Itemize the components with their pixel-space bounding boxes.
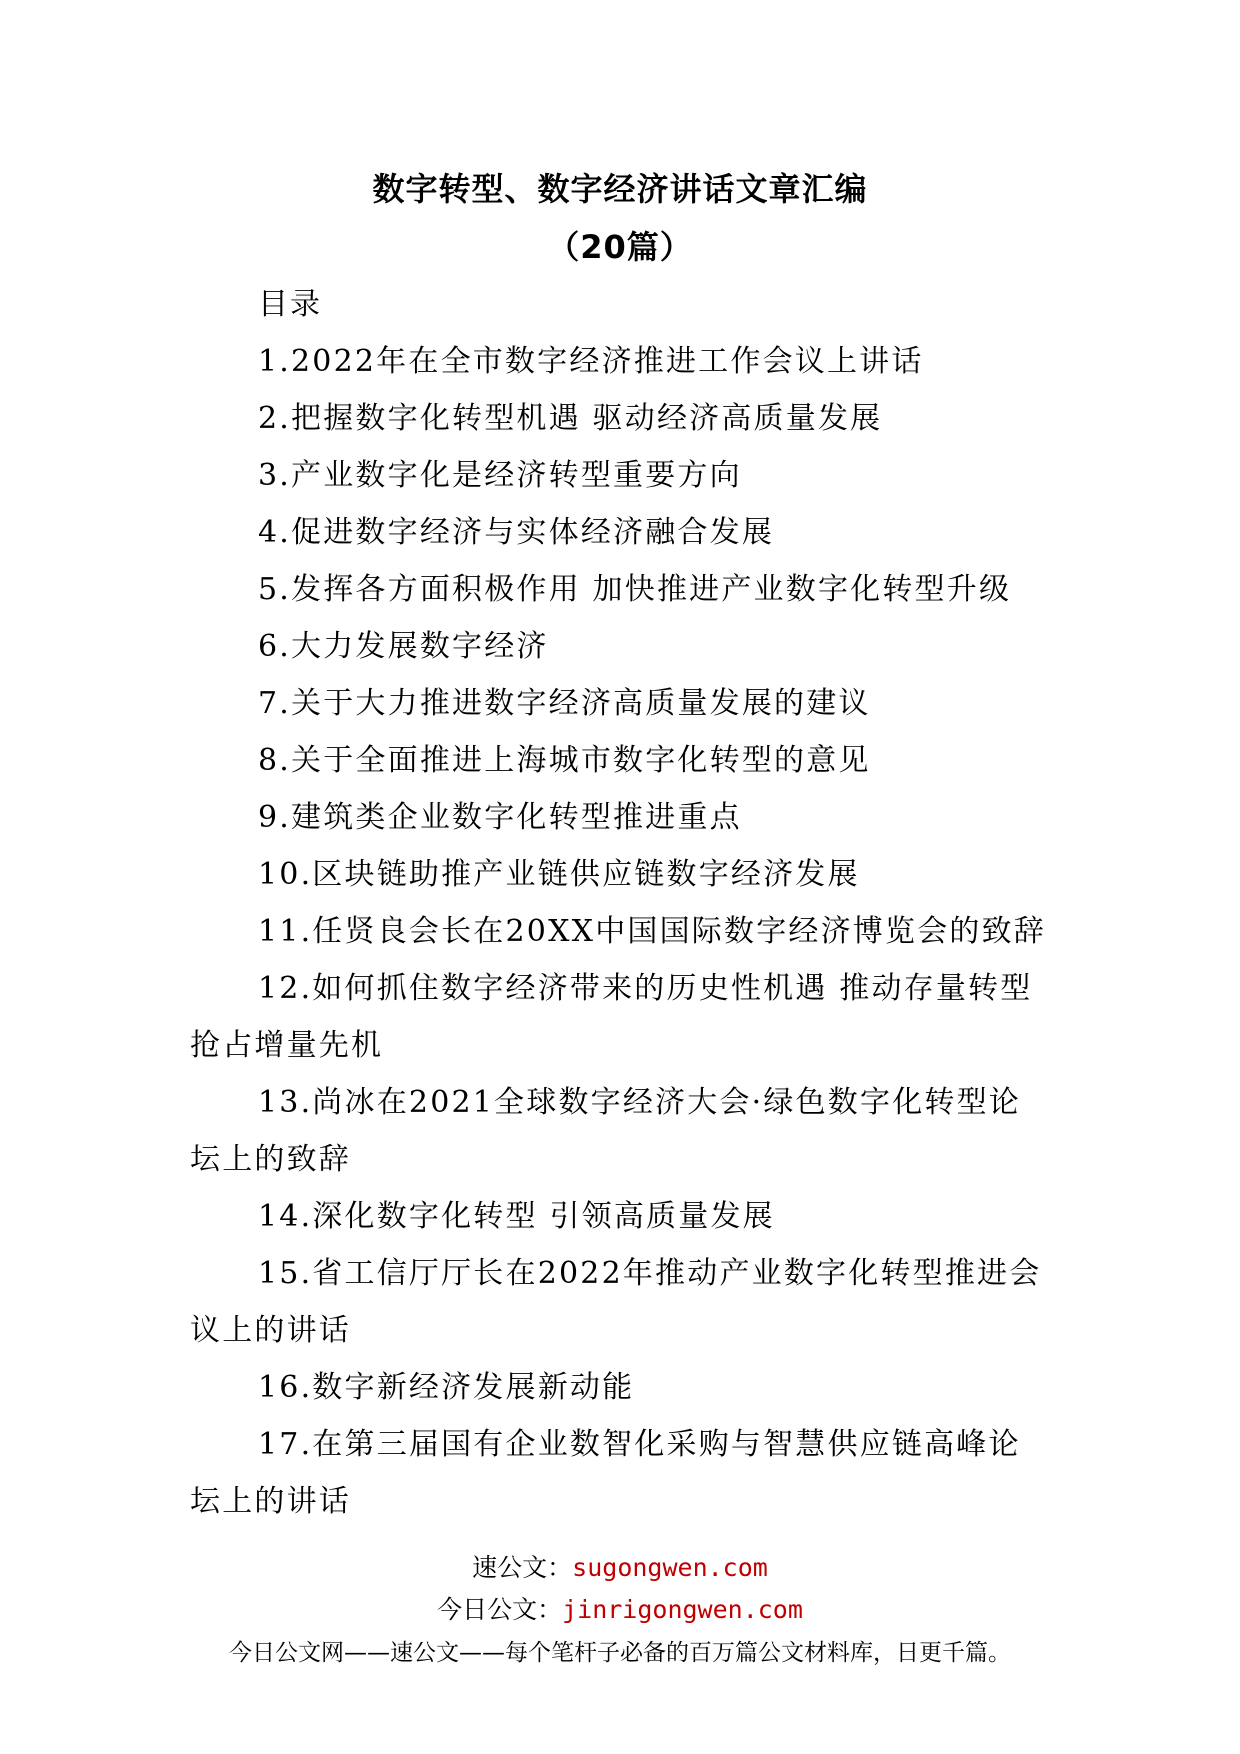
toc-list bbox=[190, 333, 1050, 1530]
footer-jinrigongwen bbox=[0, 1590, 1240, 1626]
toc-item: 10.区块链助推产业链供应链数字经济发展 bbox=[258, 857, 860, 892]
toc-item: 17.在第三届国有企业数智化采购与智慧供应链高峰论坛上的讲话 bbox=[190, 1427, 1021, 1519]
toc-item: 5.发挥各方面积极作用 加快推进产业数字化转型升级 bbox=[258, 572, 1012, 607]
footer-label-jinrigongwen: 今日公文： bbox=[437, 1595, 563, 1624]
footer-label-sugongwen: 速公文： bbox=[472, 1553, 573, 1582]
toc-item: 15.省工信厅厅长在2022年推动产业数字化转型推进会议上的讲话 bbox=[190, 1256, 1042, 1348]
toc-item: 14.深化数字化转型 引领高质量发展 bbox=[258, 1199, 775, 1234]
toc-item: 12.如何抓住数字经济带来的历史性机遇 推动存量转型 抢占增量先机 bbox=[190, 971, 1033, 1063]
toc-item: 2.把握数字化转型机遇 驱动经济高质量发展 bbox=[258, 401, 883, 436]
jinrigongwen-link[interactable]: jinrigongwen.com bbox=[562, 1595, 803, 1624]
toc-item: 16.数字新经济发展新动能 bbox=[258, 1370, 635, 1405]
toc-item: 11.任贤良会长在20XX中国国际数字经济博览会的致辞 bbox=[258, 914, 1046, 949]
sugongwen-link[interactable]: sugongwen.com bbox=[572, 1553, 768, 1582]
document-subtitle: （20篇） bbox=[547, 228, 693, 266]
toc-item: 1.2022年在全市数字经济推进工作会议上讲话 bbox=[258, 344, 924, 379]
toc-item: 8.关于全面推进上海城市数字化转型的意见 bbox=[258, 743, 871, 778]
table-of-contents bbox=[190, 276, 1050, 1530]
document-title: 数字转型、数字经济讲话文章汇编 bbox=[372, 170, 868, 208]
toc-item: 3.产业数字化是经济转型重要方向 bbox=[258, 458, 742, 493]
toc-heading: 目录 bbox=[258, 287, 322, 322]
toc-item: 9.建筑类企业数字化转型推进重点 bbox=[258, 800, 742, 835]
toc-item: 4.促进数字经济与实体经济融合发展 bbox=[258, 515, 775, 550]
toc-item: 13.尚冰在2021全球数字经济大会·绿色数字化转型论坛上的致辞 bbox=[190, 1085, 1021, 1177]
footer-sugongwen bbox=[0, 1548, 1240, 1584]
toc-item: 7.关于大力推进数字经济高质量发展的建议 bbox=[258, 686, 871, 721]
footer-slogan: 今日公文网——速公文——每个笔杆子必备的百万篇公文材料库，日更千篇。 bbox=[229, 1640, 1011, 1666]
toc-item: 6.大力发展数字经济 bbox=[258, 629, 549, 664]
